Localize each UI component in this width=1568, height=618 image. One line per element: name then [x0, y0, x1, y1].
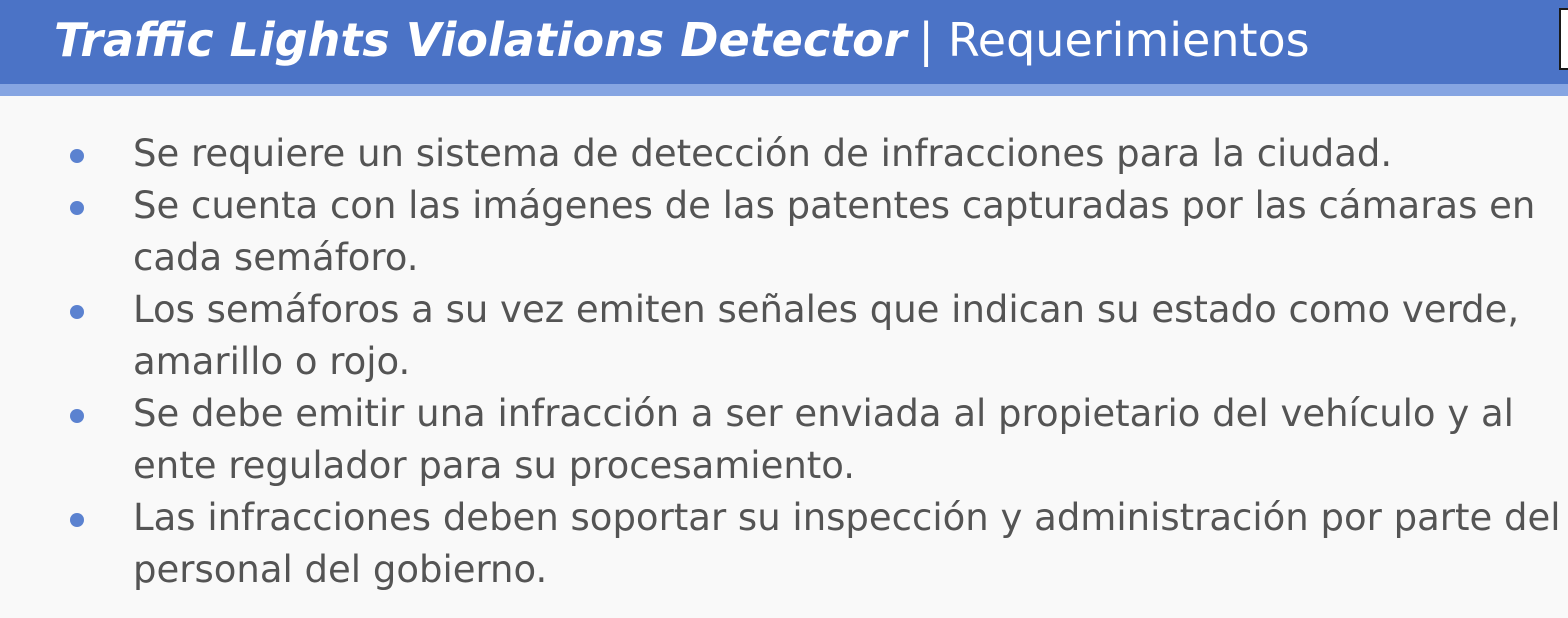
requirement-item — [0, 180, 1563, 284]
slide-title — [54, 9, 1310, 71]
requirements-list — [0, 128, 1563, 596]
title-bar — [0, 0, 1568, 84]
bullet-dot-icon — [70, 201, 84, 215]
requirement-item — [0, 492, 1563, 596]
bullet-dot-icon — [70, 513, 84, 527]
title-separator: | — [918, 13, 934, 67]
title-subtitle: Requerimientos — [947, 13, 1310, 67]
bullet-dot-icon — [70, 409, 84, 423]
requirement-text: Los semáforos a su vez emiten señales que indican su estado como verde, amarillo o rojo. — [133, 288, 1520, 383]
title-main: Traffic Lights Violations Detector — [54, 13, 907, 67]
bullet-dot-icon — [70, 149, 84, 163]
requirement-item — [0, 128, 1563, 180]
requirement-item — [0, 388, 1563, 492]
window-edge-icon — [1559, 8, 1568, 70]
requirement-item — [0, 284, 1563, 388]
requirement-text: Las infracciones deben soportar su inspección y administración por parte del personal del gobierno. — [133, 496, 1561, 591]
bullet-dot-icon — [70, 305, 84, 319]
requirement-text: Se cuenta con las imágenes de las patentes capturadas por las cámaras en cada semáforo. — [133, 184, 1536, 279]
requirement-text: Se debe emitir una infracción a ser enviada al propietario del vehículo y al ente regulador para su procesamiento. — [133, 392, 1514, 487]
requirement-text: Se requiere un sistema de detección de infracciones para la ciudad. — [133, 132, 1393, 175]
title-accent-stripe — [0, 84, 1568, 96]
